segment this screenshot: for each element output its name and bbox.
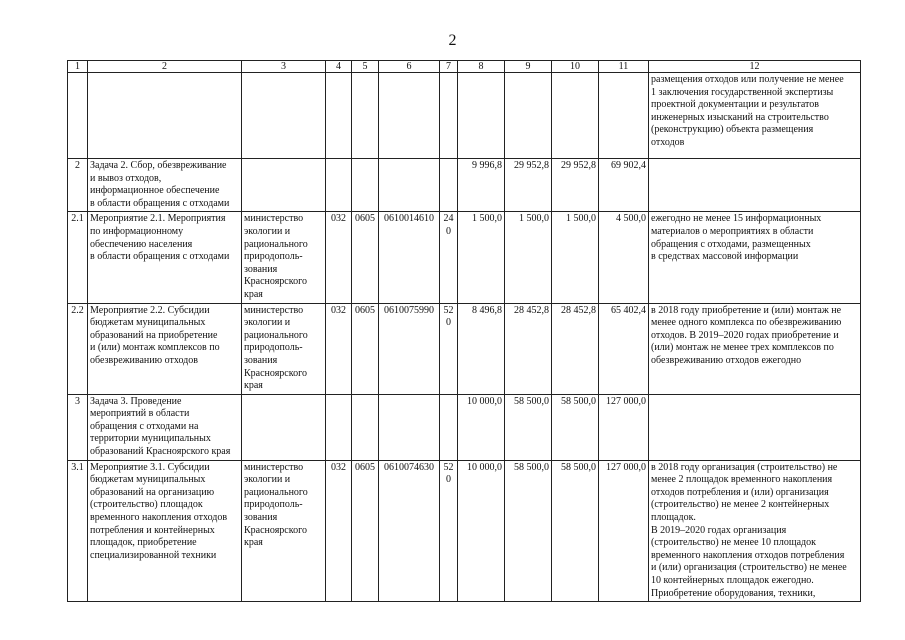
row-2020: 58 500,0 <box>552 460 599 602</box>
page-number: 2 <box>448 32 457 49</box>
row-number: 3 <box>68 394 88 460</box>
column-header: 4 <box>326 61 352 73</box>
row-executor <box>242 159 326 212</box>
row-grbs: 032 <box>326 303 352 394</box>
row-rzpr: 0605 <box>352 212 379 303</box>
row-grbs: 032 <box>326 460 352 602</box>
row-csr <box>379 159 440 212</box>
row-total: 4 500,0 <box>599 212 649 303</box>
row-executor: министерство экологии и рационального природополь- зования Красноярского края <box>242 460 326 602</box>
column-header: 5 <box>352 61 379 73</box>
row-2020: 1 500,0 <box>552 212 599 303</box>
column-header: 10 <box>552 61 599 73</box>
row-2020 <box>552 73 599 159</box>
table-row <box>68 159 861 212</box>
row-csr: 0610074630 <box>379 460 440 602</box>
row-executor: министерство экологии и рационального природополь- зования Красноярского края <box>242 212 326 303</box>
column-header: 3 <box>242 61 326 73</box>
column-number-row <box>68 61 861 73</box>
row-number: 2.2 <box>68 303 88 394</box>
row-csr: 0610014610 <box>379 212 440 303</box>
row-grbs <box>326 73 352 159</box>
row-2018: 10 000,0 <box>458 460 505 602</box>
row-rzpr: 0605 <box>352 303 379 394</box>
row-2018: 1 500,0 <box>458 212 505 303</box>
row-name: Мероприятие 2.1. Мероприятия по информационному обеспечению населения в области обращения с отходами <box>88 212 242 303</box>
column-header: 6 <box>379 61 440 73</box>
row-2019: 58 500,0 <box>505 394 552 460</box>
row-2018 <box>458 73 505 159</box>
row-csr <box>379 394 440 460</box>
row-result: в 2018 году приобретение и (или) монтаж не менее одного комплекса по обезвреживанию отходов. В 2019–2020 годах приобретение и (или) монтаж не менее трех комплексов по обезвреживанию отходов ежегодно <box>649 303 861 394</box>
row-result: размещения отходов или получение не менее 1 заключения государственной экспертизы проектной документации и результатов инженерных изысканий на строительство (реконструкцию) объекта размещения отходов <box>649 73 861 159</box>
row-2020: 29 952,8 <box>552 159 599 212</box>
row-csr <box>379 73 440 159</box>
row-name: Мероприятие 3.1. Субсидии бюджетам муниципальных образований на организацию (строительство) площадок временного накопления отходов потребления и контейнерных площадок, приобретение специализированной техники <box>88 460 242 602</box>
column-header: 9 <box>505 61 552 73</box>
row-executor: министерство экологии и рационального природополь- зования Красноярского края <box>242 303 326 394</box>
row-2020: 58 500,0 <box>552 394 599 460</box>
row-executor <box>242 73 326 159</box>
column-header: 8 <box>458 61 505 73</box>
table-row <box>68 394 861 460</box>
row-2019: 58 500,0 <box>505 460 552 602</box>
row-total <box>599 73 649 159</box>
row-vr: 520 <box>440 303 458 394</box>
row-2018: 9 996,8 <box>458 159 505 212</box>
row-2019: 28 452,8 <box>505 303 552 394</box>
row-2019: 1 500,0 <box>505 212 552 303</box>
row-result: в 2018 году организация (строительство) не менее 2 площадок временного накопления отходов потребления и (или) организация (строительство) не менее 2 контейнерных площадок. В 2019–2020 годах организация (строительство) не менее 10 площадок временного накопления отходов потребления и (или) организация (строительство) не менее 10 контейнерных площадок ежегодно. Приобретение оборудования, техники, <box>649 460 861 602</box>
row-executor <box>242 394 326 460</box>
row-result <box>649 159 861 212</box>
column-header: 2 <box>88 61 242 73</box>
column-header: 7 <box>440 61 458 73</box>
row-rzpr <box>352 394 379 460</box>
row-name <box>88 73 242 159</box>
row-2020: 28 452,8 <box>552 303 599 394</box>
row-grbs <box>326 394 352 460</box>
row-number: 2.1 <box>68 212 88 303</box>
table-row <box>68 460 861 602</box>
row-total: 69 902,4 <box>599 159 649 212</box>
row-total: 65 402,4 <box>599 303 649 394</box>
row-number <box>68 73 88 159</box>
table-row <box>68 303 861 394</box>
row-csr: 0610075990 <box>379 303 440 394</box>
row-result <box>649 394 861 460</box>
column-header: 1 <box>68 61 88 73</box>
row-total: 127 000,0 <box>599 394 649 460</box>
column-header: 12 <box>649 61 861 73</box>
row-vr <box>440 394 458 460</box>
table-header <box>68 61 861 73</box>
row-2019 <box>505 73 552 159</box>
row-vr: 520 <box>440 460 458 602</box>
row-rzpr <box>352 159 379 212</box>
row-number: 2 <box>68 159 88 212</box>
row-number: 3.1 <box>68 460 88 602</box>
row-grbs <box>326 159 352 212</box>
row-name: Мероприятие 2.2. Субсидии бюджетам муниципальных образований на приобретение и (или) монтаж комплексов по обезвреживанию отходов <box>88 303 242 394</box>
table-row <box>68 73 861 159</box>
row-rzpr: 0605 <box>352 460 379 602</box>
row-rzpr <box>352 73 379 159</box>
row-total: 127 000,0 <box>599 460 649 602</box>
program-table <box>67 60 861 602</box>
row-2018: 10 000,0 <box>458 394 505 460</box>
row-2019: 29 952,8 <box>505 159 552 212</box>
row-name: Задача 3. Проведение мероприятий в области обращения с отходами на территории муниципальных образований Красноярского края <box>88 394 242 460</box>
row-vr <box>440 73 458 159</box>
row-name: Задача 2. Сбор, обезвреживание и вывоз отходов, информационное обеспечение в области обращения с отходами <box>88 159 242 212</box>
row-grbs: 032 <box>326 212 352 303</box>
column-header: 11 <box>599 61 649 73</box>
row-vr: 240 <box>440 212 458 303</box>
row-vr <box>440 159 458 212</box>
table-row <box>68 212 861 303</box>
row-2018: 8 496,8 <box>458 303 505 394</box>
row-result: ежегодно не менее 15 информационных материалов о мероприятиях в области обращения с отходами, размещенных в средствах массовой информации <box>649 212 861 303</box>
